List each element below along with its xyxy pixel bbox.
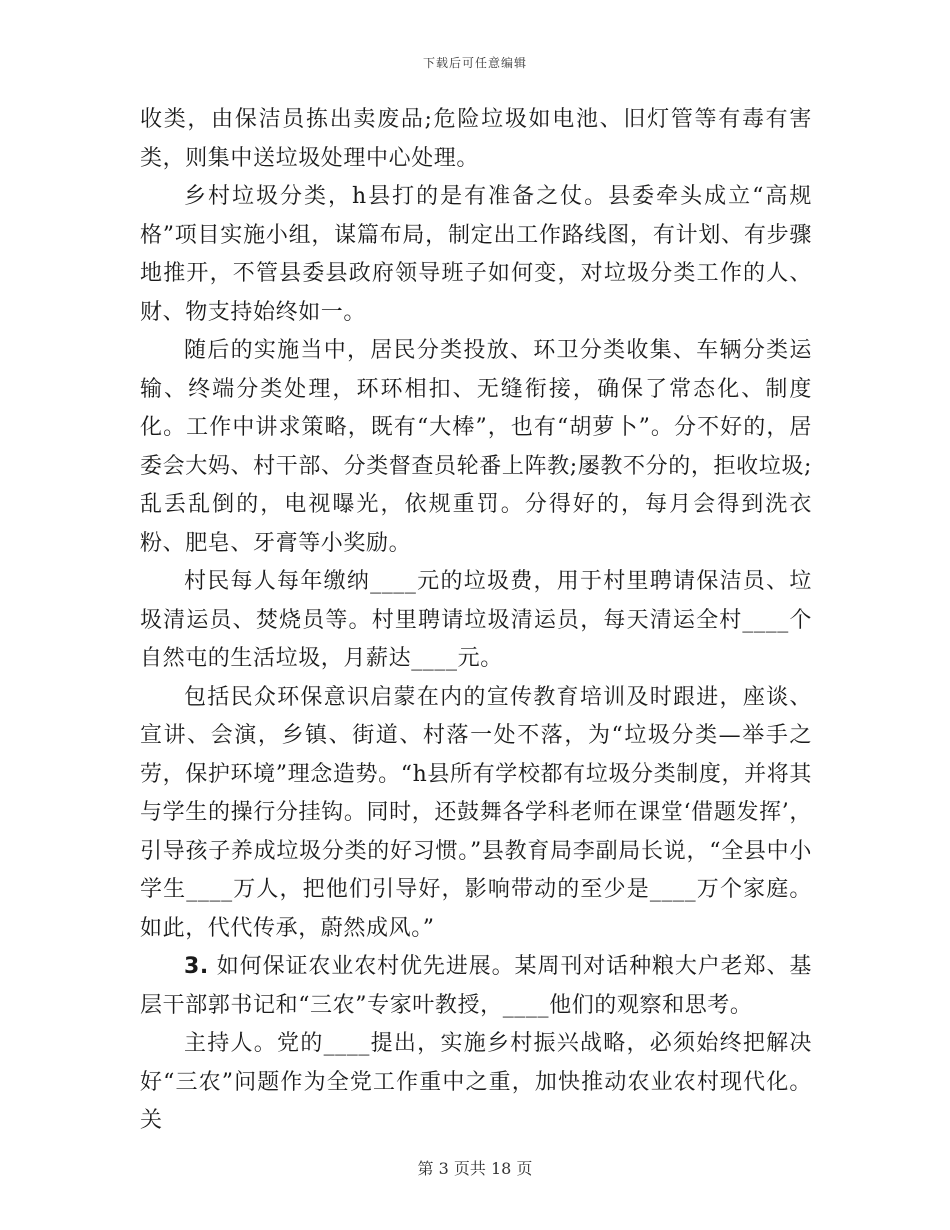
document-body [140,101,812,1141]
paragraph-1: 收类，由保洁员拣出卖废品;危险垃圾如电池、旧灯管等有毒有害类，则集中送垃圾处理中心处理。 [140,107,812,171]
paragraph-4: 村民每人每年缴纳____元的垃圾费，用于村里聘请保洁员、垃圾清运员、焚烧员等。村里聘请垃圾清运员，每天清运全村____个自然屯的生活垃圾，月薪达____元。 [140,569,812,671]
section-number: 3. [184,954,209,979]
paragraph-7: 主持人。党的____提出，实施乡村振兴战略，必须始终把解决好“三农”问题作为全党工作重中之重，加快推动农业农村现代化。关 [140,1031,812,1133]
page-header: 下载后可任意编辑 [422,56,527,70]
paragraph-5: 包括民众环保意识启蒙在内的宣传教育培训及时跟进，座谈、宣讲、会演，乡镇、街道、村落一处不落，为“垃圾分类—举手之劳，保护环境”理念造势。“h县所有学校都有垃圾分类制度，并将其与学生的操行分挂钩。同时，还鼓舞各学科老师在课堂‘借题发挥’，引导孩子养成垃圾分类的好习惯。”县教育局李副局长说，“全县中小学生____万人，把他们引导好，影响带动的至少是____万个家庭。如此，代代传承，蔚然成风。” [140,684,812,941]
section-text: 如何保证农业农村优先进展。某周刊对话种粮大户老郑、基层干部郭书记和“三农”专家叶教授，____他们的观察和思考。 [140,954,813,1018]
page-footer: 第 3 页共 18 页 [417,1159,533,1178]
paragraph-6 [140,948,812,1025]
paragraph-3: 随后的实施当中，居民分类投放、环卫分类收集、车辆分类运输、终端分类处理，环环相扣、无缝衔接，确保了常态化、制度化。工作中讲求策略，既有“大棒”，也有“胡萝卜”。分不好的，居委会大妈、村干部、分类督查员轮番上阵教;屡教不分的，拒收垃圾;乱丢乱倒的，电视曝光，依规重罚。分得好的，每月会得到洗衣粉、肥皂、牙膏等小奖励。 [140,338,812,556]
paragraph-2: 乡村垃圾分类，h县打的是有准备之仗。县委牵头成立“高规格”项目实施小组，谋篇布局，制定出工作路线图，有计划、有步骤地推开，不管县委县政府领导班子如何变，对垃圾分类工作的人、财、物支持始终如一。 [140,184,812,325]
